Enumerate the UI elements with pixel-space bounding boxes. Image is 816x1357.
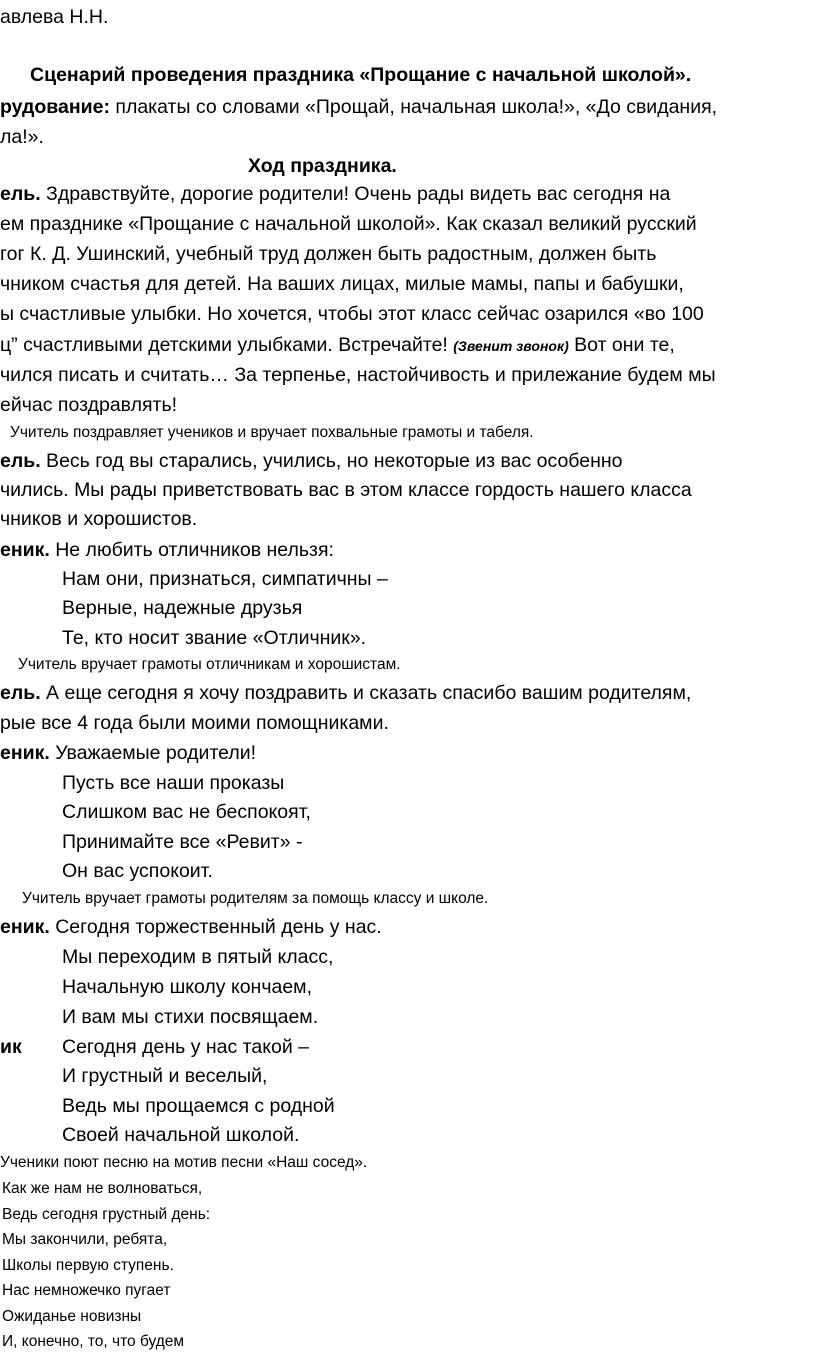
text-line: чников и хорошистов. [0,508,198,530]
text-line: чились. Мы рады приветствовать вас в этом классе гордость нашего класса [0,479,692,501]
poem-line: Ведь мы прощаемся с родной [62,1095,335,1117]
poem-line: Он вас успокоит. [62,860,213,882]
poem-line: И вам мы стихи посвящаем. [62,1006,319,1028]
song-line: Нас немножечко пугает [2,1282,171,1299]
speaker-label: еник. [0,539,50,561]
speaker-label: ель. [0,450,41,472]
stage-remark-2: Учитель вручает грамоты отличникам и хорошистам. [18,656,401,673]
poem-line: Сегодня торжественный день у нас. [49,916,382,938]
teacher-speech-2 [0,452,623,472]
teacher-speech-1 [0,185,670,205]
poem-line: Те, кто носит звание «Отличник». [62,627,367,649]
stage-direction: (Звенит звонок) [453,338,569,354]
section-title: Ход праздника. [248,155,397,177]
student-speech-3 [0,918,382,938]
speaker-label: еник. [0,916,50,938]
text-line: рые все 4 года были моими помощниками. [0,712,389,734]
poem-line: Пусть все наши проказы [62,772,285,794]
text-line: гог К. Д. Ушинский, учебный труд должен быть радостным, должен быть [0,243,657,265]
text-line: А еще сегодня я хочу поздравить и сказать спасибо вашим родителям, [40,682,692,704]
text-line: ем празднике «Прощание с начальной школой». Как сказал великий русский [0,213,697,235]
song-line: Как же нам не волноваться, [2,1180,203,1197]
song-line: И, конечно, то, что будем [2,1333,185,1350]
text-line: Здравствуйте, дорогие родители! Очень рады видеть вас сегодня на [40,183,671,205]
poem-line: Своей начальной школой. [62,1124,300,1146]
speaker-label: еник. [0,742,50,764]
text-line [0,336,675,356]
poem-line: Уважаемые родители! [49,742,257,764]
poem-line: И грустный и веселый, [62,1065,268,1087]
song-line: Школы первую ступень. [2,1257,174,1274]
poem-line: Верные, надежные друзья [62,597,303,619]
poem-line: Начальную школу кончаем, [62,976,312,998]
document-title: Сценарий проведения праздника «Прощание с начальной школой». [30,64,692,86]
equipment-label: рудование: [0,96,110,118]
poem-line: Принимайте все «Ревит» - [62,831,303,853]
equipment-cont: ла!». [0,126,44,148]
poem-line: Мы переходим в пятый класс, [62,946,334,968]
text-fragment: ц” счастливыми детскими улыбками. Встречайте! [0,334,454,356]
poem-line: Нам они, признаться, симпатичны – [62,568,388,590]
poem-line: Не любить отличников нельзя: [49,539,334,561]
equipment-line [0,98,717,118]
text-line: ы счастливые улыбки. Но хочется, чтобы этот класс сейчас озарился «во 100 [0,303,704,325]
author-name: авлева Н.Н. [0,6,109,28]
song-line: Мы закончили, ребята, [2,1231,168,1248]
text-fragment: Вот они те, [568,334,675,356]
song-line: Ведь сегодня грустный день: [2,1206,211,1223]
speaker-label: ель. [0,682,41,704]
student-speech-1 [0,541,334,561]
text-line: Весь год вы старались, учились, но некоторые из вас особенно [40,450,623,472]
poem-line: Слишком вас не беспокоят, [62,801,311,823]
text-line: чником счастья для детей. На ваших лицах, милые мамы, папы и бабушки, [0,273,684,295]
poem-line: Сегодня день у нас такой – [62,1036,309,1058]
song-line: Ожиданье новизны [2,1308,142,1325]
stage-remark-1: Учитель поздравляет учеников и вручает похвальные грамоты и табеля. [10,424,534,441]
student-speech-2 [0,744,256,764]
stage-remark-4: Ученики поют песню на мотив песни «Наш сосед». [0,1154,368,1171]
teacher-speech-3 [0,684,691,704]
text-line: чился писать и считать… За терпенье, настойчивость и прилежание будем мы [0,364,716,386]
speaker-label: ик [0,1036,22,1058]
text-line: ейчас поздравлять! [0,394,178,416]
speaker-label: ель. [0,183,41,205]
stage-remark-3: Учитель вручает грамоты родителям за помощь классу и школе. [22,890,489,907]
equipment-text: плакаты со словами «Прощай, начальная школа!», «До свидания, [109,96,718,118]
